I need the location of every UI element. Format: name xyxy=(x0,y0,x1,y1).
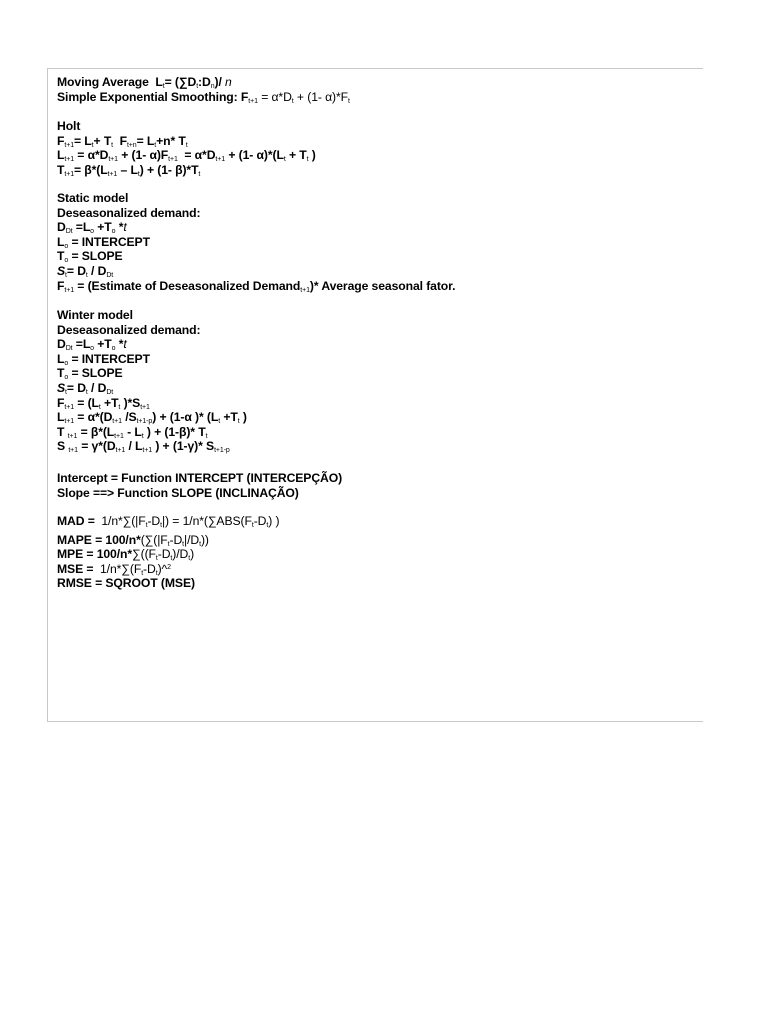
winter-slope-line: $T_o$ = SLOPE xyxy=(57,366,123,382)
static-slope-text: = SLOPE xyxy=(71,249,123,264)
holt-forecast-line: $F_{t+1}= L_t+ T_t$ $F_{t+n}= L_t+n*$ $T_t$ xyxy=(57,133,188,149)
winter-seasonal-factor-line: $S_t= D_t / D_{Dt}$ xyxy=(57,380,114,396)
static-model-title: Static model xyxy=(57,191,129,205)
error-measures-section xyxy=(57,514,279,591)
static-intercept-text: = INTERCEPT xyxy=(71,234,150,249)
winter-level-line: $L_{t+1} = \alpha*(D_{t+1}$ $/S_{t+1-p}) + (1-\alpha$ )* ($L_t +T_t$ ) xyxy=(57,410,247,426)
winter-intercept-text: = INTERCEPT xyxy=(71,351,150,366)
holt-level-line: $L_{t+1} = \alpha*D_{t+1} + (1-$ $\alpha)F_{t+1} = \alpha*D_{t+1} + (1-$ $\alpha)*(L_t + T_t$ ) xyxy=(57,148,316,164)
mad-line: MAD = $1/n*\sum(|F_t-D_t|) = 1/n*(\sum ABS(F_t-D_t)$ ) xyxy=(57,514,280,529)
intercept-function-line: Intercept = Function INTERCEPT (INTERCEPÇÃO) xyxy=(57,471,343,485)
mape-label: MAPE = 100/n* xyxy=(57,532,141,547)
static-intercept-line: $L_o$ = INTERCEPT xyxy=(57,234,150,250)
mad-label: MAD = xyxy=(57,514,95,528)
slope-function-line: Slope ==> Function SLOPE (INCLINAÇÃO) xyxy=(57,485,299,500)
ses-line: Simple Exponential Smoothing: $F_{t+1} = \alpha*D_t + (1-$ $\alpha)*F_t$ xyxy=(57,89,350,105)
static-seasonal-factor-line: $S_t= D_t / D_{Dt}$ xyxy=(57,263,114,279)
mpe-line: MPE = $100/n*\sum((F_t-D_t)/D_t)$ xyxy=(57,547,195,563)
winter-forecast-line: $F_{t+1} = (L_t +T_t$ )$*S_{t+1}$ xyxy=(57,395,150,411)
winter-model-title: Winter model xyxy=(57,308,133,322)
mpe-label: MPE = 100/n* xyxy=(57,547,133,562)
static-deseasonalized-label: Deseasonalized demand: xyxy=(57,205,201,220)
moving-average-label: Moving Average xyxy=(57,75,149,89)
excel-functions-section xyxy=(57,471,342,500)
holt-title: Holt xyxy=(57,119,81,133)
ses-label: Simple Exponential Smoothing: xyxy=(57,89,238,104)
static-slope-line: $T_o$ = SLOPE xyxy=(57,249,123,265)
holt-trend-line: $T_{t+1}= \beta*(L_{t+1} - L_t) + (1-$ $\beta)*T_t$ xyxy=(57,162,201,178)
winter-seasonal-update-line: S $_{t+1} = \gamma*(D_{t+1} / L_{t+1}$ ) + (1-γ)* $S_{t+1-p}$ xyxy=(57,439,230,455)
static-average-seasonal-text: )* Average seasonal fator. xyxy=(309,278,456,293)
moving-average-line: Moving Average $L_t=$ $(\sum D_t:D_n)/$ n xyxy=(57,75,232,90)
smoothing-section xyxy=(57,75,350,104)
mape-line: MAPE = $100/n*(\sum(|F_t-D_t|/D_t))$ xyxy=(57,532,209,548)
winter-slope-text: = SLOPE xyxy=(71,366,123,381)
spreadsheet-cell-area xyxy=(47,68,703,722)
static-model-section xyxy=(57,191,455,293)
winter-trend-line: T $_{t+1} = \beta*(L_{t+1} - L_t$ ) + (1-β)* $T_t$ xyxy=(57,424,208,440)
holt-section xyxy=(57,119,316,177)
static-demand-line: $D_{Dt} =L_o +T_o$ *t xyxy=(57,220,127,236)
mse-label: MSE = xyxy=(57,561,94,576)
mse-line: MSE = $1/n*\sum(F_t-D_t)\^{}^2$ xyxy=(57,561,171,577)
static-estimate-text: (Estimate of Deseasonalized Demand xyxy=(87,278,301,293)
winter-model-section xyxy=(57,308,247,454)
winter-demand-line: $D_{Dt} =L_o +T_o$ *t xyxy=(57,337,127,353)
winter-deseasonalized-label: Deseasonalized demand: xyxy=(57,322,201,337)
static-forecast-line: $F_{t+1}$ = (Estimate of Deseasonalized Demand$_{t+1}$)* Average seasonal fator. xyxy=(57,278,456,294)
rmse-line: RMSE = SQROOT (MSE) xyxy=(57,576,195,591)
winter-intercept-line: $L_o$ = INTERCEPT xyxy=(57,351,150,367)
